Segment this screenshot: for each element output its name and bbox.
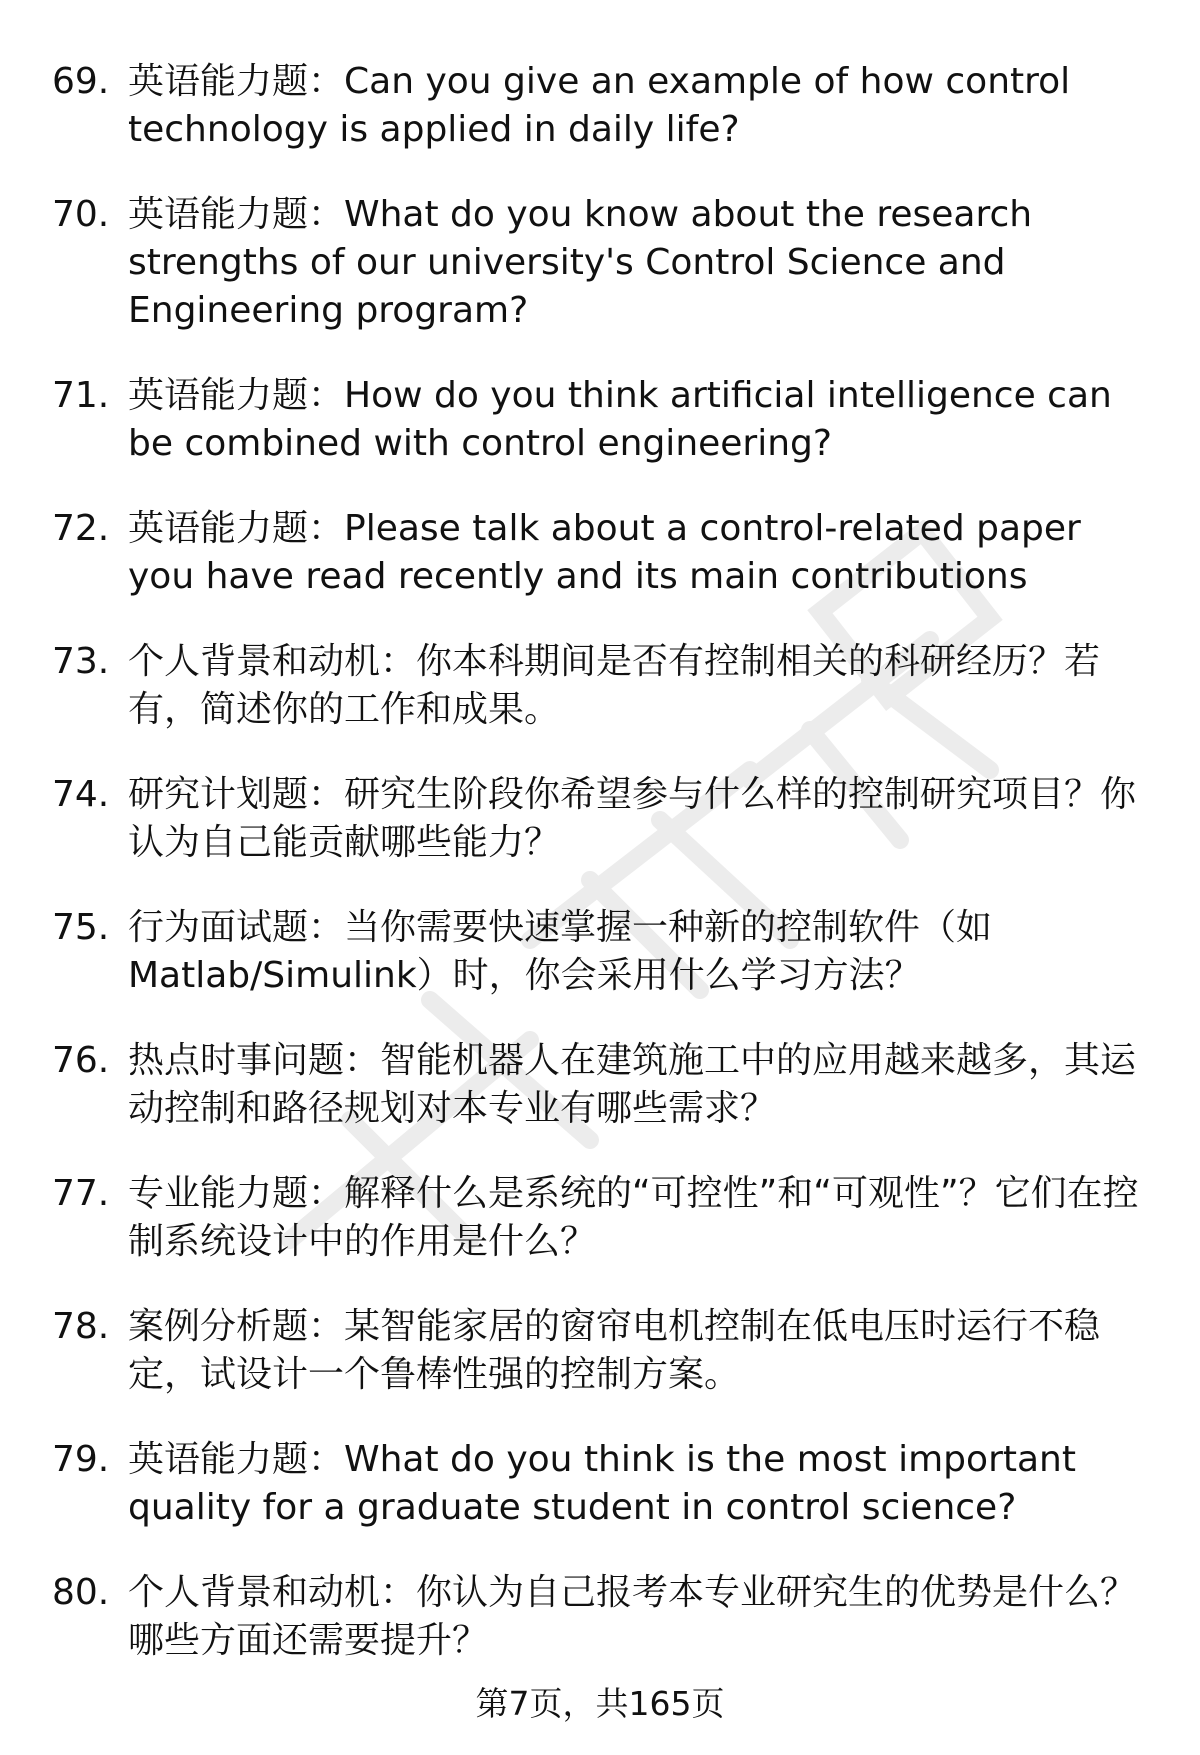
question-item xyxy=(52,1303,1152,1399)
question-item xyxy=(52,1170,1152,1266)
question-number: 74. xyxy=(52,774,110,815)
question-text: 个人背景和动机：你本科期间是否有控制相关的科研经历？若有，简述你的工作和成果。 xyxy=(128,641,1101,730)
question-item xyxy=(52,372,1152,468)
question-text: 案例分析题：某智能家居的窗帘电机控制在低电压时运行不稳定，试设计一个鲁棒性强的控制方案。 xyxy=(128,1306,1101,1395)
question-number: 70. xyxy=(52,194,110,235)
question-text: 专业能力题：解释什么是系统的“可控性”和“可观性”？它们在控制系统设计中的作用是什么？ xyxy=(128,1173,1139,1262)
question-item xyxy=(52,58,1152,154)
question-item xyxy=(52,638,1152,734)
question-number: 73. xyxy=(52,641,110,682)
question-item xyxy=(52,1436,1152,1532)
question-item xyxy=(52,1569,1152,1665)
page-number-label: 第7页，共165页 xyxy=(475,1684,725,1723)
question-list xyxy=(52,58,1152,1702)
question-number: 79. xyxy=(52,1439,110,1480)
question-text: 英语能力题：What do you know about the research strengths of our university's Control Science and Engineering program? xyxy=(128,194,1033,331)
page-footer xyxy=(0,1682,1200,1726)
question-number: 80. xyxy=(52,1572,110,1613)
question-text: 热点时事问题：智能机器人在建筑施工中的应用越来越多，其运动控制和路径规划对本专业有哪些需求？ xyxy=(128,1040,1137,1129)
question-text: 英语能力题：Please talk about a control-related paper you have read recently and its main contributions xyxy=(128,508,1081,597)
question-number: 77. xyxy=(52,1173,110,1214)
question-item xyxy=(52,904,1152,1000)
question-item xyxy=(52,1037,1152,1133)
question-number: 78. xyxy=(52,1306,110,1347)
question-text: 研究计划题：研究生阶段你希望参与什么样的控制研究项目？你认为自己能贡献哪些能力？ xyxy=(128,774,1137,863)
question-text: 英语能力题：How do you think artificial intelligence can be combined with control engineering? xyxy=(128,375,1112,464)
question-item xyxy=(52,771,1152,867)
question-text: 行为面试题：当你需要快速掌握一种新的控制软件（如Matlab/Simulink）时，你会采用什么学习方法？ xyxy=(128,907,993,996)
question-text: 英语能力题：What do you think is the most important quality for a graduate student in control science? xyxy=(128,1439,1076,1528)
question-number: 72. xyxy=(52,508,110,549)
question-number: 75. xyxy=(52,907,110,948)
question-item xyxy=(52,191,1152,335)
question-item xyxy=(52,505,1152,601)
question-text: 个人背景和动机：你认为自己报考本专业研究生的优势是什么？哪些方面还需要提升？ xyxy=(128,1572,1137,1661)
question-number: 71. xyxy=(52,375,110,416)
question-number: 76. xyxy=(52,1040,110,1081)
question-number: 69. xyxy=(52,61,110,102)
question-text: 英语能力题：Can you give an example of how control technology is applied in daily life? xyxy=(128,61,1071,150)
